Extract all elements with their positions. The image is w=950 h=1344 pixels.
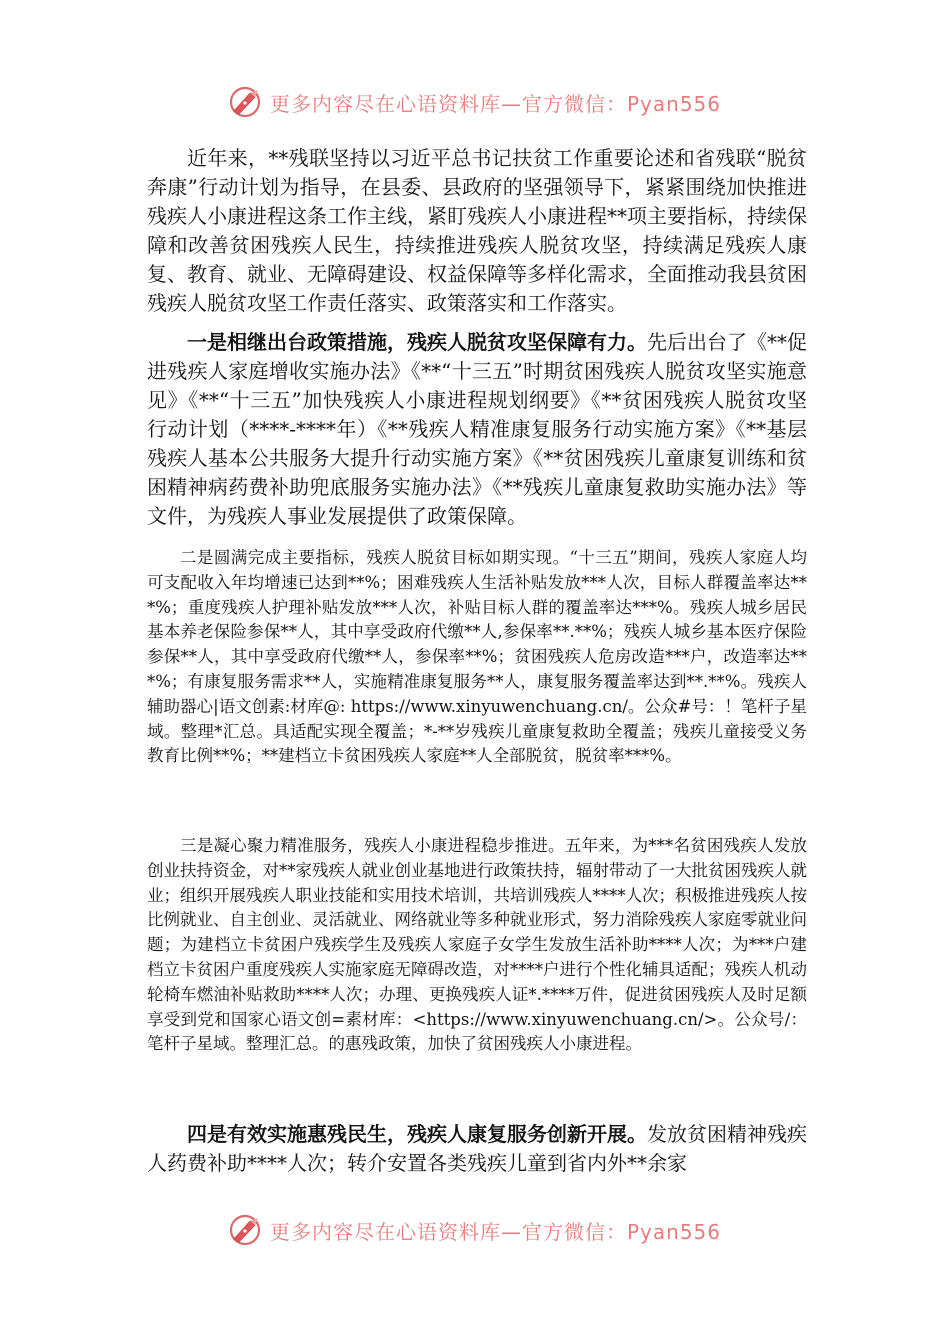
- section-4-lead: 四是有效实施惠残民生，残疾人康复服务创新开展。: [187, 1122, 647, 1146]
- section-4-paragraph: [147, 1120, 807, 1178]
- document-body-small: [147, 546, 807, 769]
- section-1-lead: 一是相继出台政策措施，残疾人脱贫攻坚保障有力。: [187, 330, 647, 354]
- section-1-text: 先后出台了《**促进残疾人家庭增收实施办法》《**“十三五”时期贫困残疾人脱贫攻坚实施意见》《**“十三五”加快残疾人小康进程规划纲要》《**贫困残疾人脱贫攻坚行动计划（****-****年）《**残疾人精准康复服务行动实施方案》《**基层残疾人基本公共服务大提升行动实施方案》《**贫困残疾儿童康复训练和贫困精神病药费补助兜底服务实施办法》《**残疾儿童康复救助实施办法》等文件，为残疾人事业发展提供了政策保障。: [147, 330, 807, 528]
- footer-banner-text: 更多内容尽在心语资料库—官方微信：Pyan556: [270, 1219, 722, 1244]
- header-banner-text: 更多内容尽在心语资料库—官方微信：Pyan556: [270, 91, 722, 116]
- header-banner: [228, 82, 728, 122]
- section-1-paragraph: [147, 328, 807, 531]
- pen-nib-icon: [228, 1213, 262, 1247]
- section-3-paragraph: 三是凝心聚力精准服务，残疾人小康进程稳步推进。五年来，为***名贫困残疾人发放创业扶持资金，对**家残疾人就业创业基地进行政策扶持，辐射带动了一大批贫困残疾人就业；组织开展残疾人职业技能和实用技术培训，共培训残疾人****人次；积极推进残疾人按比例就业、自主创业、灵活就业、网络就业等多种就业形式，努力消除残疾人家庭零就业问题；为建档立卡贫困户残疾学生及残疾人家庭子女学生发放生活补助****人次；为***户建档立卡贫困户重度残疾人实施家庭无障碍改造，对****户进行个性化辅具适配；残疾人机动轮椅车燃油补贴救助****人次；办理、更换残疾人证*.****万件，促进贫困残疾人及时足额享受到党和国家心语文创=素材库：<https://www.xinyuwenchuang.cn/>。公众号/：笔杆子星域。整理汇总。的惠残政策，加快了贫困残疾人小康进程。: [147, 836, 807, 1054]
- document-body: [147, 144, 807, 531]
- document-body-2: [147, 1120, 807, 1178]
- footer-banner: [228, 1210, 728, 1250]
- pen-nib-icon: [228, 85, 262, 119]
- section-4-text: 发放贫困精神残疾人药费补助****人次；转介安置各类残疾儿童到省内外**余家: [147, 1122, 807, 1175]
- section-2-paragraph: 二是圆满完成主要指标，残疾人脱贫目标如期实现。“十三五”期间，残疾人家庭人均可支配收入年均增速已达到**%；困难残疾人生活补贴发放***人次，目标人群覆盖率达***%；重度残疾人护理补贴发放***人次，补贴目标人群的覆盖率达***%。残疾人城乡居民基本养老保险参保**人，其中享受政府代缴**人,参保率**.**%；残疾人城乡基本医疗保险参保**人，其中享受政府代缴**人，参保率**%；贫困残疾人危房改造***户，改造率达***%；有康复服务需求**人，实施精准康复服务**人，康复服务覆盖率达到**.**%。残疾人辅助器心|语文创素:材库@: https://www.xinyuwenchuang.cn/。公众#号：！笔杆子星域。整理*汇总。具适配实现全覆盖；*-**岁残疾儿童康复救助全覆盖；残疾儿童接受义务教育比例**%；**建档立卡贫困残疾人家庭**人全部脱贫，脱贫率***%。: [147, 548, 807, 766]
- intro-paragraph: 近年来，**残联坚持以习近平总书记扶贫工作重要论述和省残联“脱贫奔康”行动计划为指导，在县委、县政府的坚强领导下，紧紧围绕加快推进残疾人小康进程这条工作主线，紧盯残疾人小康进程**项主要指标，持续保障和改善贫困残疾人民生，持续推进残疾人脱贫攻坚，持续满足残疾人康复、教育、就业、无障碍建设、权益保障等多样化需求，全面推动我县贫困残疾人脱贫攻坚工作责任落实、政策落实和工作落实。: [147, 146, 807, 315]
- document-body-small-2: [147, 834, 807, 1057]
